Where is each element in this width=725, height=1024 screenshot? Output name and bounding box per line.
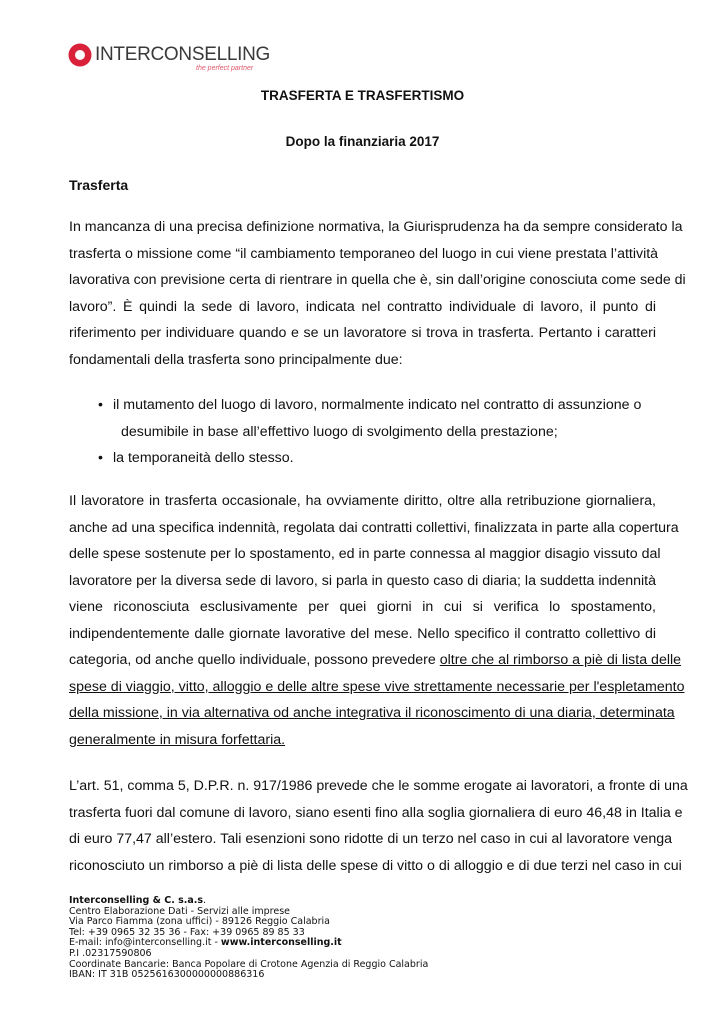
paragraph-line: riconosciuto un rimborso a piè di lista delle spese di vitto o di alloggio e di due terzi nel caso in cui [69,857,682,874]
paragraph-allowance [69,488,685,753]
footer-iban: IBAN: IT 31B 0525616300000000886316 [69,969,265,981]
list-item-text-continued: desumibile in base all’effettivo luogo di svolgimento della prestazione; [121,423,558,440]
footer-website-link[interactable]: www.interconselling.it [220,937,342,949]
paragraph-line: indipendentemente dalle giornate lavorative del mese. Nello specifico il contratto collettivo di [69,625,656,642]
paragraph-line: In mancanza di una precisa definizione normativa, la Giurisprudenza ha da sempre considerato la [69,219,683,235]
list-item-text: il mutamento del luogo di lavoro, normalmente indicato nel contratto di assunzione o [113,397,642,413]
company-logo [68,40,270,76]
list-item [98,445,658,472]
footer-bank: Coordinate Bancarie: Banca Popolare di Crotone Agenzia di Reggio Calabria [69,958,429,970]
paragraph-line: di euro 77,47 all’estero. Tali esenzioni sono ridotte di un terzo nel caso in cui al lavoratore venga [69,831,673,847]
underlined-text: oltre che al rimborso a piè di lista delle [439,652,682,668]
paragraph-line: trasferta o missione come “il cambiamento temporaneo del luogo in cui viene prestata l’attività [69,245,659,262]
logo-tagline: the perfect partner [196,65,254,72]
list-item [98,392,658,445]
paragraph-line: delle spese sostenute per lo spostamento, ed in parte connessa al maggior disagio vissuto dal [69,546,661,562]
document-title: TRASFERTA E TRASFERTISMO [260,88,465,103]
paragraph-line: viene riconosciuta esclusivamente per quei giorni in cui si verifica lo spostamento, [69,599,656,615]
paragraph-line: trasferta fuori dal comune di lavoro, siano esenti fino alla soglia giornaliera di euro 46,48 in Italia e [69,804,683,821]
section-heading: Trasferta [69,177,129,193]
paragraph-line: lavorativa con previsione certa di rientrare in quella che è, sin dall’origine conosciuta come sede di [69,272,686,288]
footer-vat: P.I .02317590806 [69,947,152,959]
paragraph-line-mixed [69,647,682,674]
footer-email: E-mail: info@interconselling.it - [69,937,221,949]
footer-services: Centro Elaborazione Dati - Servizi alle imprese [69,905,290,917]
underlined-line: generalmente in misura forfettaria. [69,731,286,748]
paragraph-line: Il lavoratore in trasferta occasionale, ha ovviamente diritto, oltre alla retribuzione giornaliera, [69,493,656,509]
footer-company [69,896,428,907]
bullet-icon: • [98,397,103,413]
footer-company-dot: . [203,895,207,906]
footer-company-name: Interconselling & C. s.a.s [69,895,204,906]
paragraph-line: L’art. 51, comma 5, D.P.R. n. 917/1986 prevede che le somme erogate ai lavoratori, a fronte di una [69,778,688,794]
footer-address: Via Parco Fiamma (zona uffici) - 89126 Reggio Calabria [69,916,330,928]
paragraph-exemption [69,773,688,879]
footer-phone: Tel: +39 0965 32 35 36 - Fax: +39 0965 89 85 33 [69,926,305,938]
bullet-list [98,392,658,472]
logo-brand-text: INTERCONSELLING [95,44,270,65]
underlined-line: spese di viaggio, vitto, alloggio e delle altre spese vive strettamente necessarie per l'espletamento [69,678,685,695]
bullet-icon: • [98,450,103,466]
document-subtitle: Dopo la finanziaria 2017 [285,134,440,149]
underlined-line: della missione, in via alternativa od anche integrativa il riconoscimento di una diaria, determinata [69,705,675,721]
paragraph-line: lavoro”. È quindi la sede di lavoro, indicata nel contratto individuale di lavoro, il punto di [69,298,656,315]
paragraph-line: anche ad una specifica indennità, regolata dai contratti collettivi, finalizzata in parte alla copertura [69,519,679,536]
list-item-text: la temporaneità dello stesso. [113,450,294,466]
footer-contact-info [69,896,428,981]
paragraph-line: riferimento per individuare quando e se un lavoratore si trova in trasferta. Pertanto i caratteri [69,325,656,341]
logo-circle-icon [68,43,92,67]
paragraph-definition [69,214,686,373]
paragraph-line: lavoratore per la diversa sede di lavoro, si parla in questo caso di diaria; la suddetta indennità [69,572,656,589]
paragraph-line: fondamentali della trasferta sono principalmente due: [69,351,403,368]
paragraph-text: categoria, od anche quello individuale, possono prevedere [69,652,440,668]
